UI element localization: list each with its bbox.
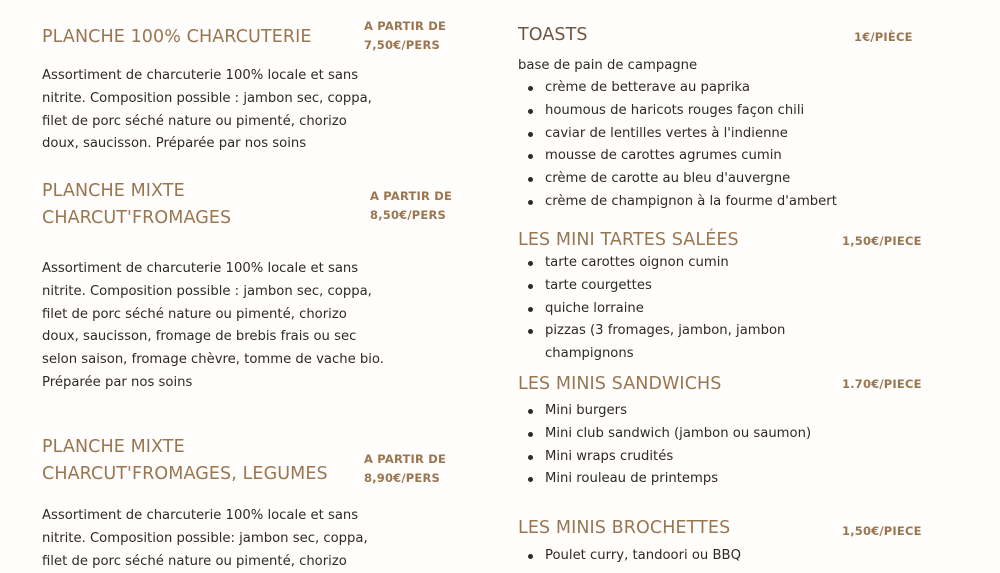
- list-item: quiche lorraine: [518, 298, 785, 321]
- list-toasts: [518, 77, 837, 214]
- list-mini-tartes: [518, 252, 785, 366]
- price-planche-mixte: [370, 187, 452, 225]
- section-title-toasts: TOASTS: [518, 25, 588, 45]
- section-title-mini-brochettes: LES MINIS BROCHETTES: [518, 518, 731, 538]
- list-item: Mini wraps crudités: [518, 446, 811, 469]
- list-item: crème de champignon à la fourme d'ambert: [518, 191, 837, 214]
- list-item-continuation: champignons: [545, 346, 634, 362]
- list-item: tarte courgettes: [518, 275, 785, 298]
- subtitle-toasts: base de pain de campagne: [518, 58, 698, 73]
- list-item: mousse de carottes agrumes cumin: [518, 145, 837, 168]
- price-line: A PARTIR DE: [364, 19, 447, 33]
- list-mini-sandwichs: [518, 400, 811, 491]
- desc-line: doux, saucisson, fromage de brebis frais ou sec: [42, 329, 357, 345]
- list-item: pizzas (3 fromages, jambon, jambon: [518, 320, 785, 343]
- price-mini-tartes: 1,50€/PIECE: [842, 234, 922, 248]
- price-line: 8,50€/PERS: [370, 208, 446, 222]
- list-mini-brochettes: [518, 545, 741, 568]
- price-mini-brochettes: 1,50€/PIECE: [842, 524, 922, 538]
- desc-line: filet de porc séché nature ou pimenté, chorizo: [42, 553, 347, 569]
- list-item: Poulet curry, tandoori ou BBQ: [518, 545, 741, 568]
- desc-line: doux, saucisson. Préparée par nos soins: [42, 136, 307, 152]
- list-item: Mini club sandwich (jambon ou saumon): [518, 423, 811, 446]
- title-line: CHARCUT'FROMAGES: [42, 208, 232, 228]
- desc-line: filet de porc séché nature ou pimenté, chorizo: [42, 306, 347, 322]
- list-item: crème de carotte au bleu d'auvergne: [518, 168, 837, 191]
- section-title-mini-tartes: LES MINI TARTES SALÉES: [518, 230, 739, 250]
- price-line: A PARTIR DE: [370, 189, 453, 203]
- list-item: caviar de lentilles vertes à l'indienne: [518, 123, 837, 146]
- section-title-planche-mixte: [42, 178, 231, 232]
- price-toasts: 1€/PIÈCE: [854, 30, 913, 44]
- desc-line: nitrite. Composition possible : jambon sec, coppa,: [42, 283, 372, 299]
- price-line: A PARTIR DE: [364, 452, 447, 466]
- desc-line: selon saison, fromage chèvre, tomme de vache bio.: [42, 352, 384, 368]
- price-line: 7,50€/PERS: [364, 38, 440, 52]
- section-title-planche-mixte-legumes: [42, 434, 328, 488]
- title-line: CHARCUT'FROMAGES, LEGUMES: [42, 464, 328, 484]
- list-item: tarte carottes oignon cumin: [518, 252, 785, 275]
- desc-line: Préparée par nos soins: [42, 374, 193, 390]
- list-item: crème de betterave au paprika: [518, 77, 837, 100]
- desc-line: nitrite. Composition possible : jambon sec, coppa,: [42, 90, 372, 106]
- description-planche-charcuterie: [42, 65, 372, 156]
- section-title-mini-sandwichs: LES MINIS SANDWICHS: [518, 374, 722, 394]
- desc-line: Assortiment de charcuterie 100% locale et sans: [42, 508, 359, 523]
- price-mini-sandwichs: 1.70€/PIECE: [842, 377, 922, 391]
- price-planche-charcuterie: [364, 17, 446, 55]
- section-title-planche-charcuterie: [42, 24, 312, 51]
- list-item: Mini burgers: [518, 400, 811, 423]
- desc-line: nitrite. Composition possible: jambon sec, coppa,: [42, 530, 368, 546]
- list-item: houmous de haricots rouges façon chili: [518, 100, 837, 123]
- title-line: PLANCHE 100% CHARCUTERIE: [42, 27, 312, 47]
- desc-line: filet de porc séché nature ou pimenté, chorizo: [42, 113, 347, 129]
- description-planche-mixte: [42, 258, 384, 395]
- title-line: PLANCHE MIXTE: [42, 181, 185, 201]
- desc-line: Assortiment de charcuterie 100% locale et sans: [42, 261, 359, 276]
- list-item: Mini rouleau de printemps: [518, 468, 811, 491]
- title-line: PLANCHE MIXTE: [42, 437, 185, 457]
- price-planche-mixte-legumes: [364, 450, 446, 488]
- desc-line: Assortiment de charcuterie 100% locale et sans: [42, 68, 359, 83]
- price-line: 8,90€/PERS: [364, 471, 440, 485]
